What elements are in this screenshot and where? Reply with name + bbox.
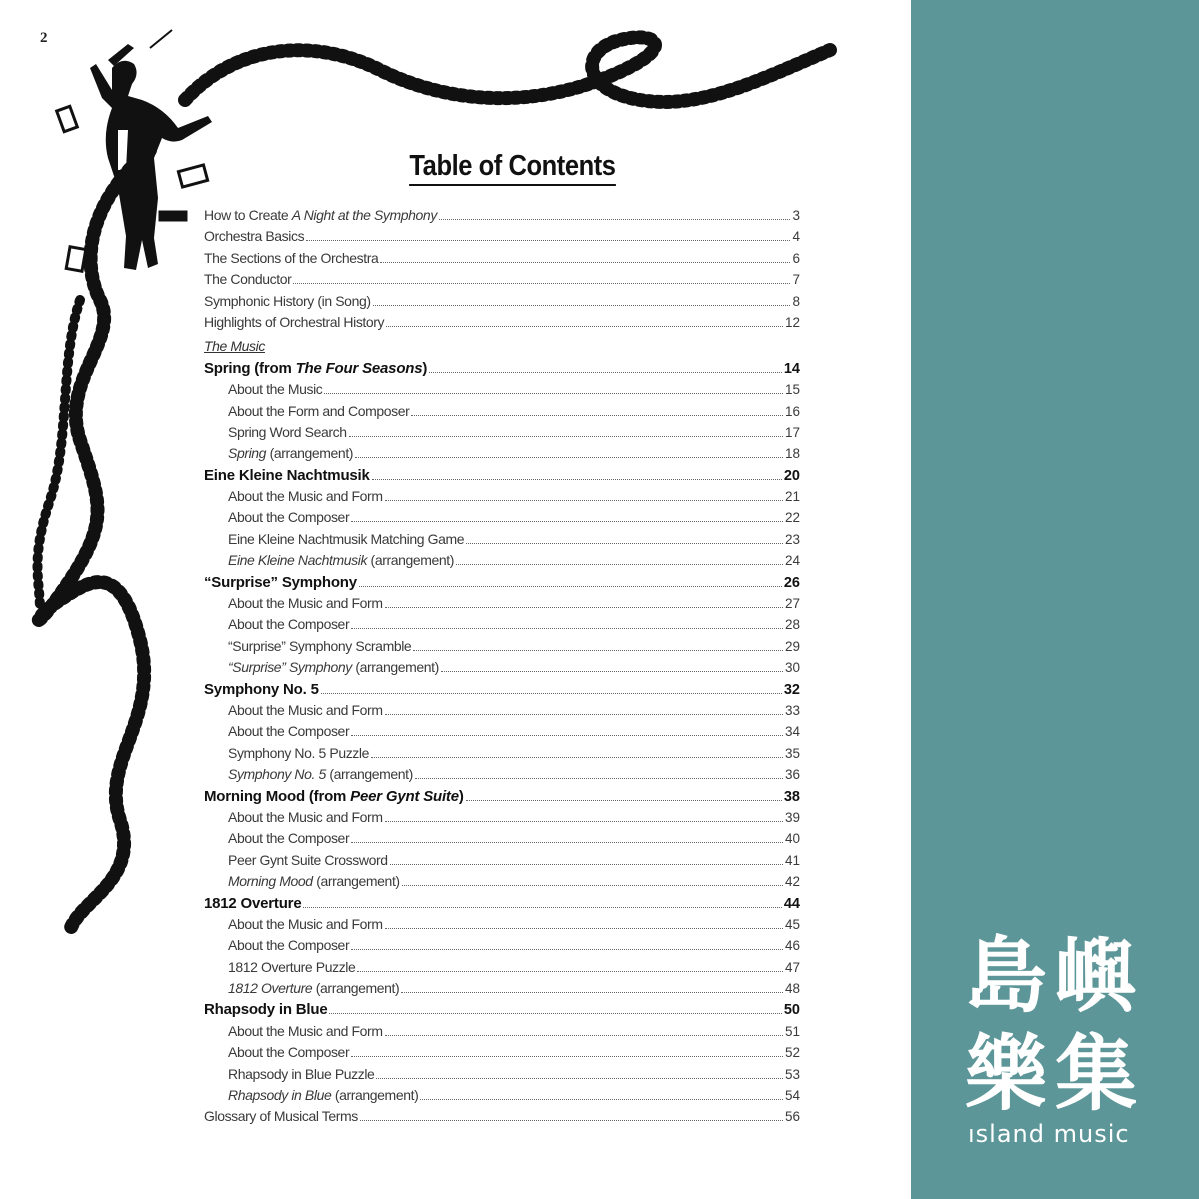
- toc-row: [204, 593, 800, 614]
- dot-leader: [351, 520, 783, 522]
- toc-page-number: 34: [784, 724, 800, 740]
- dot-leader: [429, 371, 782, 373]
- toc-entry-title: About the Music and Form: [228, 488, 383, 505]
- toc-entry-title: Rhapsody in Blue (arrangement): [228, 1087, 419, 1104]
- dot-leader: [385, 927, 783, 929]
- toc-page-number: 32: [783, 681, 800, 698]
- toc-page-number: 14: [783, 360, 800, 377]
- dot-leader: [385, 606, 783, 608]
- dot-leader: [329, 1012, 781, 1014]
- toc-row: [204, 957, 800, 978]
- toc-row: [204, 1042, 800, 1063]
- toc-row: [204, 764, 800, 785]
- toc-row: [204, 226, 800, 247]
- toc-row: [204, 312, 800, 333]
- toc-page-number: 26: [783, 574, 800, 591]
- toc-page-number: 44: [783, 895, 800, 912]
- dot-leader: [466, 799, 782, 801]
- toc-page-number: 51: [784, 1023, 800, 1039]
- dot-leader: [401, 991, 783, 993]
- toc-entry-title: Spring (arrangement): [228, 445, 354, 462]
- dot-leader: [351, 948, 783, 950]
- toc-entry-title: Spring (from The Four Seasons): [204, 359, 428, 377]
- toc-row: [204, 978, 800, 999]
- toc-heading-row: [204, 893, 800, 914]
- toc-page-number: 48: [784, 981, 800, 997]
- toc-row: [204, 507, 800, 528]
- toc-row: [204, 379, 800, 400]
- toc-page-number: 45: [784, 916, 800, 932]
- toc-entry-title: Peer Gynt Suite Crossword: [228, 851, 388, 868]
- toc-heading-row: [204, 358, 800, 379]
- toc-entry-title: How to Create A Night at the Symphony: [204, 207, 437, 223]
- toc-entry-title: 1812 Overture (arrangement): [228, 980, 400, 997]
- toc-entry-title: Symphony No. 5 Puzzle: [228, 744, 370, 761]
- dot-leader: [349, 435, 783, 437]
- toc-row: [204, 614, 800, 635]
- toc-entry-title: About the Music and Form: [228, 1022, 383, 1039]
- toc-page-number: 39: [784, 809, 800, 825]
- dot-leader: [439, 218, 791, 220]
- toc-row: [204, 721, 800, 742]
- toc-page-number: 53: [784, 1066, 800, 1082]
- toc-row: [204, 935, 800, 956]
- toc-entry-title: About the Composer: [228, 723, 350, 740]
- logo-cjk-line1: 島嶼: [965, 929, 1146, 1024]
- toc-row: [204, 850, 800, 871]
- dot-leader: [385, 499, 783, 501]
- toc-page-number: 40: [784, 831, 800, 847]
- toc-page-number: 35: [784, 745, 800, 761]
- dot-leader: [466, 542, 783, 544]
- toc-entry-title: Symphonic History (in Song): [204, 292, 371, 309]
- toc-row: [204, 1106, 800, 1127]
- toc-heading-row: [204, 572, 800, 593]
- dot-leader: [351, 841, 783, 843]
- dot-leader: [376, 1077, 783, 1079]
- dot-leader: [293, 282, 790, 284]
- toc-entry-title: Highlights of Orchestral History: [204, 313, 385, 330]
- toc-page-number: 47: [784, 959, 800, 975]
- toc-entry-title: The Music: [204, 338, 265, 355]
- toc-row: [204, 422, 800, 443]
- toc-entry-title: About the Composer: [228, 830, 350, 847]
- toc-page-number: 23: [784, 531, 800, 547]
- toc-page-number: 22: [784, 510, 800, 526]
- dot-leader: [411, 414, 783, 416]
- toc-entry-title: About the Music and Form: [228, 808, 383, 825]
- toc-entry-title: 1812 Overture: [204, 894, 302, 912]
- toc-page-number: 28: [784, 617, 800, 633]
- toc-page-number: 3: [792, 208, 800, 223]
- dot-leader: [456, 563, 783, 565]
- toc-entry-title: About the Composer: [228, 937, 350, 954]
- toc-row: [204, 486, 800, 507]
- toc-row: [204, 291, 800, 312]
- toc-page-number: 54: [784, 1088, 800, 1104]
- toc-entry-title: “Surprise” Symphony: [204, 573, 357, 591]
- toc-entry-title: About the Form and Composer: [228, 402, 410, 419]
- dot-leader: [413, 649, 783, 651]
- toc-row: [204, 550, 800, 571]
- dot-leader: [402, 884, 783, 886]
- toc-row: [204, 807, 800, 828]
- toc-row: [204, 443, 800, 464]
- toc-page-number: 29: [784, 638, 800, 654]
- toc-entry-title: The Conductor: [204, 271, 292, 288]
- dot-leader: [351, 734, 783, 736]
- toc-entry-title: Spring Word Search: [228, 423, 347, 440]
- toc-page-number: 8: [792, 293, 800, 309]
- dot-leader: [385, 820, 783, 822]
- table-of-contents: [204, 205, 800, 1128]
- dot-leader: [351, 1055, 783, 1057]
- toc-entry-title: Morning Mood (from Peer Gynt Suite): [204, 787, 464, 805]
- toc-heading-row: [204, 999, 800, 1020]
- toc-entry-title: “Surprise” Symphony Scramble: [228, 637, 412, 654]
- toc-page-number: 18: [784, 446, 800, 462]
- toc-page-number: 17: [784, 424, 800, 440]
- toc-row: [204, 828, 800, 849]
- logo-english-text: ısland music: [968, 1120, 1130, 1148]
- toc-page-number: 42: [784, 874, 800, 890]
- dot-leader: [385, 713, 783, 715]
- toc-page-number: 50: [783, 1002, 800, 1019]
- toc-row: [204, 248, 800, 269]
- toc-page-number: 38: [783, 788, 800, 805]
- toc-row: [204, 1085, 800, 1106]
- toc-page-number: 12: [784, 314, 800, 330]
- toc-entry-title: Symphony No. 5: [204, 680, 319, 698]
- toc-entry-title: About the Composer: [228, 509, 350, 526]
- dot-leader: [380, 261, 790, 263]
- dot-leader: [441, 670, 783, 672]
- toc-entry-title: Morning Mood (arrangement): [228, 873, 400, 890]
- toc-entry-title: About the Music and Form: [228, 915, 383, 932]
- toc-page-number: 20: [783, 467, 800, 484]
- dot-leader: [355, 456, 783, 458]
- page-title: Table of Contents: [352, 150, 673, 183]
- toc-page-number: 30: [784, 660, 800, 676]
- toc-entry-title: Eine Kleine Nachtmusik Matching Game: [228, 530, 465, 547]
- dot-leader: [390, 863, 783, 865]
- toc-page-number: 52: [784, 1045, 800, 1061]
- toc-page-number: 41: [784, 852, 800, 868]
- toc-entry-title: “Surprise” Symphony (arrangement): [228, 659, 439, 676]
- dot-leader: [306, 239, 790, 241]
- toc-section-label: [204, 336, 800, 357]
- toc-page-number: 7: [792, 272, 800, 288]
- island-music-logo: [965, 928, 1155, 1124]
- toc-heading-row: [204, 786, 800, 807]
- toc-entry-title: About the Composer: [228, 616, 350, 633]
- toc-entry-title: The Sections of the Orchestra: [204, 249, 379, 266]
- toc-page-number: 46: [784, 938, 800, 954]
- toc-row: [204, 636, 800, 657]
- toc-entry-title: Glossary of Musical Terms: [204, 1108, 358, 1125]
- dot-leader: [357, 970, 783, 972]
- toc-page-number: 56: [784, 1109, 800, 1125]
- toc-page-number: 33: [784, 702, 800, 718]
- dot-leader: [386, 325, 783, 327]
- toc-row: [204, 743, 800, 764]
- toc-page-number: 4: [792, 229, 800, 245]
- toc-row: [204, 657, 800, 678]
- toc-page-number: 16: [784, 403, 800, 419]
- logo-cjk-line2: 樂集: [965, 1027, 1146, 1122]
- toc-row: [204, 529, 800, 550]
- toc-entry-title: About the Composer: [228, 1044, 350, 1061]
- toc-entry-title: About the Music and Form: [228, 701, 383, 718]
- toc-page-number: 21: [784, 489, 800, 505]
- dot-leader: [303, 906, 781, 908]
- dot-leader: [420, 1098, 783, 1100]
- toc-page-number: 36: [784, 767, 800, 783]
- dot-leader: [321, 692, 782, 694]
- toc-page-number: 24: [784, 553, 800, 569]
- toc-entry-title: Eine Kleine Nachtmusik (arrangement): [228, 552, 455, 569]
- toc-entry-title: Rhapsody in Blue: [204, 1001, 328, 1019]
- toc-row: [204, 1021, 800, 1042]
- toc-row: [204, 401, 800, 422]
- toc-entry-title: Orchestra Basics: [204, 228, 305, 245]
- toc-row: [204, 269, 800, 290]
- toc-page-number: 27: [784, 596, 800, 612]
- toc-heading-row: [204, 465, 800, 486]
- toc-entry-title: Symphony No. 5 (arrangement): [228, 766, 413, 783]
- dot-leader: [373, 304, 791, 306]
- dot-leader: [372, 478, 782, 480]
- dot-leader: [324, 392, 783, 394]
- dot-leader: [415, 777, 783, 779]
- dot-leader: [360, 1119, 783, 1121]
- toc-heading-row: [204, 679, 800, 700]
- toc-page-number: 6: [792, 250, 800, 266]
- toc-row: [204, 914, 800, 935]
- dot-leader: [385, 1034, 783, 1036]
- toc-row: [204, 700, 800, 721]
- toc-row: [204, 871, 800, 892]
- toc-entry-title: About the Music and Form: [228, 595, 383, 612]
- dot-leader: [371, 756, 783, 758]
- toc-page-number: 15: [784, 382, 800, 398]
- toc-row: [204, 1064, 800, 1085]
- toc-row: [204, 205, 800, 226]
- toc-entry-title: About the Music: [228, 381, 323, 398]
- dot-leader: [359, 585, 782, 587]
- toc-entry-title: Eine Kleine Nachtmusik: [204, 466, 370, 484]
- page-number: 2: [40, 30, 48, 46]
- toc-entry-title: Rhapsody in Blue Puzzle: [228, 1065, 375, 1082]
- dot-leader: [351, 627, 783, 629]
- toc-entry-title: 1812 Overture Puzzle: [228, 958, 356, 975]
